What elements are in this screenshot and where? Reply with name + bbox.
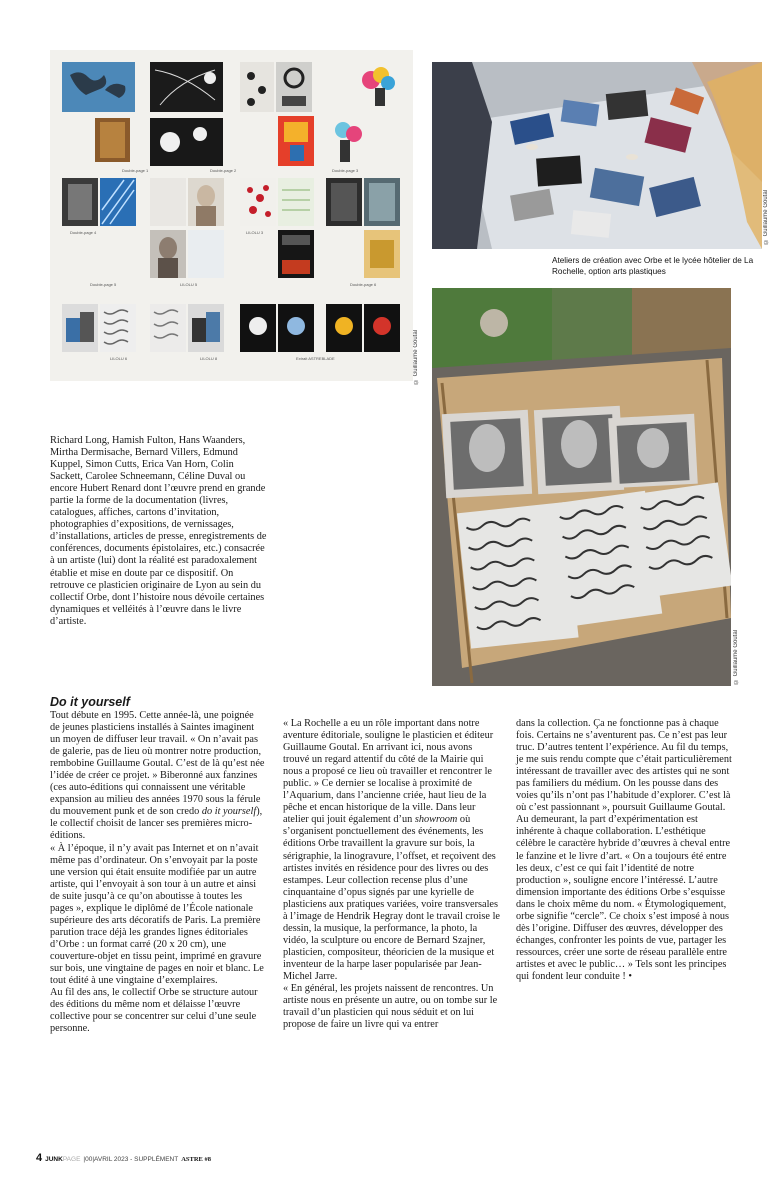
board-caption: Double-page 3 bbox=[332, 168, 359, 173]
emphasis: do it yourself bbox=[201, 806, 257, 818]
layout-board-photo bbox=[50, 50, 413, 381]
paragraph: « En général, les projets naissent de rencontres. Un artiste nous en présente un autre, ou on tombe sur le travail d’un plasticien qui nous séduit et on lui propose de faire un livre qui va entrer bbox=[283, 983, 498, 1031]
intro-paragraph: Richard Long, Hamish Fulton, Hans Waanders, Mirtha Dermisache, Bernard Villers, Edmund Kuppel, Simon Cutts, Erica Van Horn, Colin Sackett, Carolee Schneemann, Céline Duval ou encore Hubert Renard dont l’œuvre prend en grande partie la forme de la documentation (livres, catalogues, affiches, cartons d’invitation, photographies d’expositions, de vernissages, d’installations, articles de presse, enregistrements de conférences, documents épistolaires, etc.) consacrée à un artiste (lui) dont la réalité est paradoxalement établie et mise en doute par ce dispositif. On retrouve ce plasticien originaire de Lyon au sein du collectif Orbe, dont l’histoire nous dévoile certaines dynamiques et velléités à l’œuvre dans le livre d’artiste. bbox=[50, 435, 267, 627]
paragraph: Au demeurant, la part d’expérimentation est inhérente à chaque collaboration. L’esthétique célèbre le caractère hybride d’œuvres à cheval entre le fanzine et le livre d’art. « On a toujours été entre les deux, c’est ce qui fait l’identité de notre production », souligne encore l’intéressé. L’autre dimension importante des éditions Orbe s’esquisse dans le choix même du nom. « Étymologiquement, orbe signifie “cercle”. Ce choix s’est imposé à nous dès l’origine. Diffuser des œuvres, développer des échanges, confronter les points de vue, partager les ressources, créer une sorte de réseau parallèle entre artistes et avec le public… » Tels sont les principes qui fondent leur conduite ! • bbox=[516, 814, 731, 982]
board-caption: Double-page 6 bbox=[350, 282, 377, 287]
board-caption: Double-page 1 bbox=[122, 168, 149, 173]
paragraph: « À l’époque, il n’y avait pas Internet et on n’avait même pas d’ordinateur. On s’envoyait par la poste une version qui était ensuite modifiée par un autre artiste, qui l’envoyait à son tour à un autre et ainsi de suite jusqu’à ce qu’on aboutisse à toutes les pages », explique le diplômé de l’École nationale supérieure des arts décoratifs de Paris. La première parution trace déjà les grandes lignes éditoriales d’Orbe : un format carré (20 x 20 cm), une couverture-objet en tissu peint, imprimé en gravure sur bois, une vingtaine de pages en noir et blanc. Le tout édité à une vingtaine d’exemplaires. bbox=[50, 842, 264, 987]
board-caption: LILOLU 8 bbox=[200, 356, 218, 361]
board-caption: Double-page 5 bbox=[90, 282, 117, 287]
paragraph: « La Rochelle a eu un rôle important dans notre aventure éditoriale, souligne le plasticien et éditeur Guillaume Goutal. En arrivant ici, nous avons trouvé un regard attentif du côté de la Mairie qui nous a proposé ce lieu où travailler et rencontrer le public. » Ce dernier se localise à proximité de l’Aquarium, dans l’ancienne criée, haut lieu de la pêche et encan historique de la ville. Dans leur atelier qui jouit également d’un showroom où s’organisent ponctuellement des événements, les éditions Orbe travaillent la gravure sur bois, la sérigraphie, la linogravure, l’offset, et reçoivent des artistes invités en résidence pour des livres ou des estampes. Leur collection recense plus d’une cinquantaine d’opus signés par une kyrielle de plasticiens aux pratiques variées, voire transversales à l’image de Hendrik Hegray dont le travail croise le dessin, la musique, la performance, la photo, la vidéo, la sculpture ou encore de Bernard Szajner, plasticien, compositeur, théoricien de la musique et inventeur de la harpe laser popularisée par Jean-Michel Jarre. bbox=[283, 718, 501, 982]
paragraph: dans la collection. Ça ne fonctionne pas à chaque fois. Certains ne s’aventurent pas. Ce n’est pas leur truc. D’autres tentent l’expérience. Au fil du temps, je me suis rendu compte que c’était particulièrement intéressant de travailler avec des artistes qui ne sont pas familiers du médium. On les pousse dans des voies qu’ils n’ont pas l’habitude d’explorer. C’est là où c’est passionnant », poursuit Guillaume Goutal. bbox=[516, 718, 732, 814]
workshop-caption: Ateliers de création avec Orbe et le lycée hôtelier de La Rochelle, option arts plastiques bbox=[552, 256, 754, 276]
issue-info: |00|AVRIL 2023 - SUPPLÉMENT bbox=[83, 1156, 179, 1163]
board-caption: LILOLU 6 bbox=[110, 356, 128, 361]
article-column-2 bbox=[283, 718, 501, 1031]
board-caption: Double-page 4 bbox=[70, 230, 97, 235]
section-heading: Do it yourself bbox=[50, 695, 130, 709]
article-column-1 bbox=[50, 695, 265, 1035]
photo-credit: © Guillaume Goutal bbox=[413, 330, 419, 385]
workshop-photo bbox=[432, 62, 762, 249]
paragraph: Au fil des ans, le collectif Orbe se structure autour des éditions du même nom et délaisse l’œuvre collective pour se concentrer sur celui d’une seule personne. bbox=[50, 987, 258, 1035]
magazine-brand: JUNKPAGE bbox=[45, 1156, 81, 1163]
board-caption: LILOLU 5 bbox=[180, 282, 198, 287]
board-caption: Extrait ASTREBLADE bbox=[296, 356, 335, 361]
drying-prints-photo bbox=[432, 288, 731, 686]
emphasis: showroom bbox=[414, 814, 458, 826]
drying-prints-illustration bbox=[432, 288, 731, 686]
board-caption: LILOLU 3 bbox=[246, 230, 264, 235]
photo-credit: © Guillaume Goutal bbox=[763, 190, 769, 245]
workshop-illustration bbox=[432, 62, 762, 249]
layout-board-illustration bbox=[50, 50, 413, 381]
article-column-3 bbox=[516, 718, 732, 983]
board-caption: Double-page 2 bbox=[210, 168, 237, 173]
page-footer bbox=[36, 1152, 211, 1164]
article-intro-column bbox=[50, 435, 268, 628]
page-number: 4 bbox=[36, 1152, 43, 1164]
supplement-name: ASTRE #8 bbox=[181, 1156, 212, 1163]
paragraph: Tout débute en 1995. Cette année-là, une poignée de jeunes plasticiens installés à Saintes imaginent un moyen de diffuser leur travail. « On n’avait pas de galerie, pas de lieu où montrer notre production, rembobine Guillaume Goutal. C’est de là qu’est née l’idée de créer ce projet. » Biberonné aux fanzines (ces auto-éditions qui connaissent une véritable expansion au milieu des années 1970 sous la férule du mouvement punk et de son credo do it yourself), le collectif choisit de lancer ses premières micro-éditions. bbox=[50, 710, 265, 842]
photo-credit: © Guillaume Goutal bbox=[733, 630, 739, 685]
